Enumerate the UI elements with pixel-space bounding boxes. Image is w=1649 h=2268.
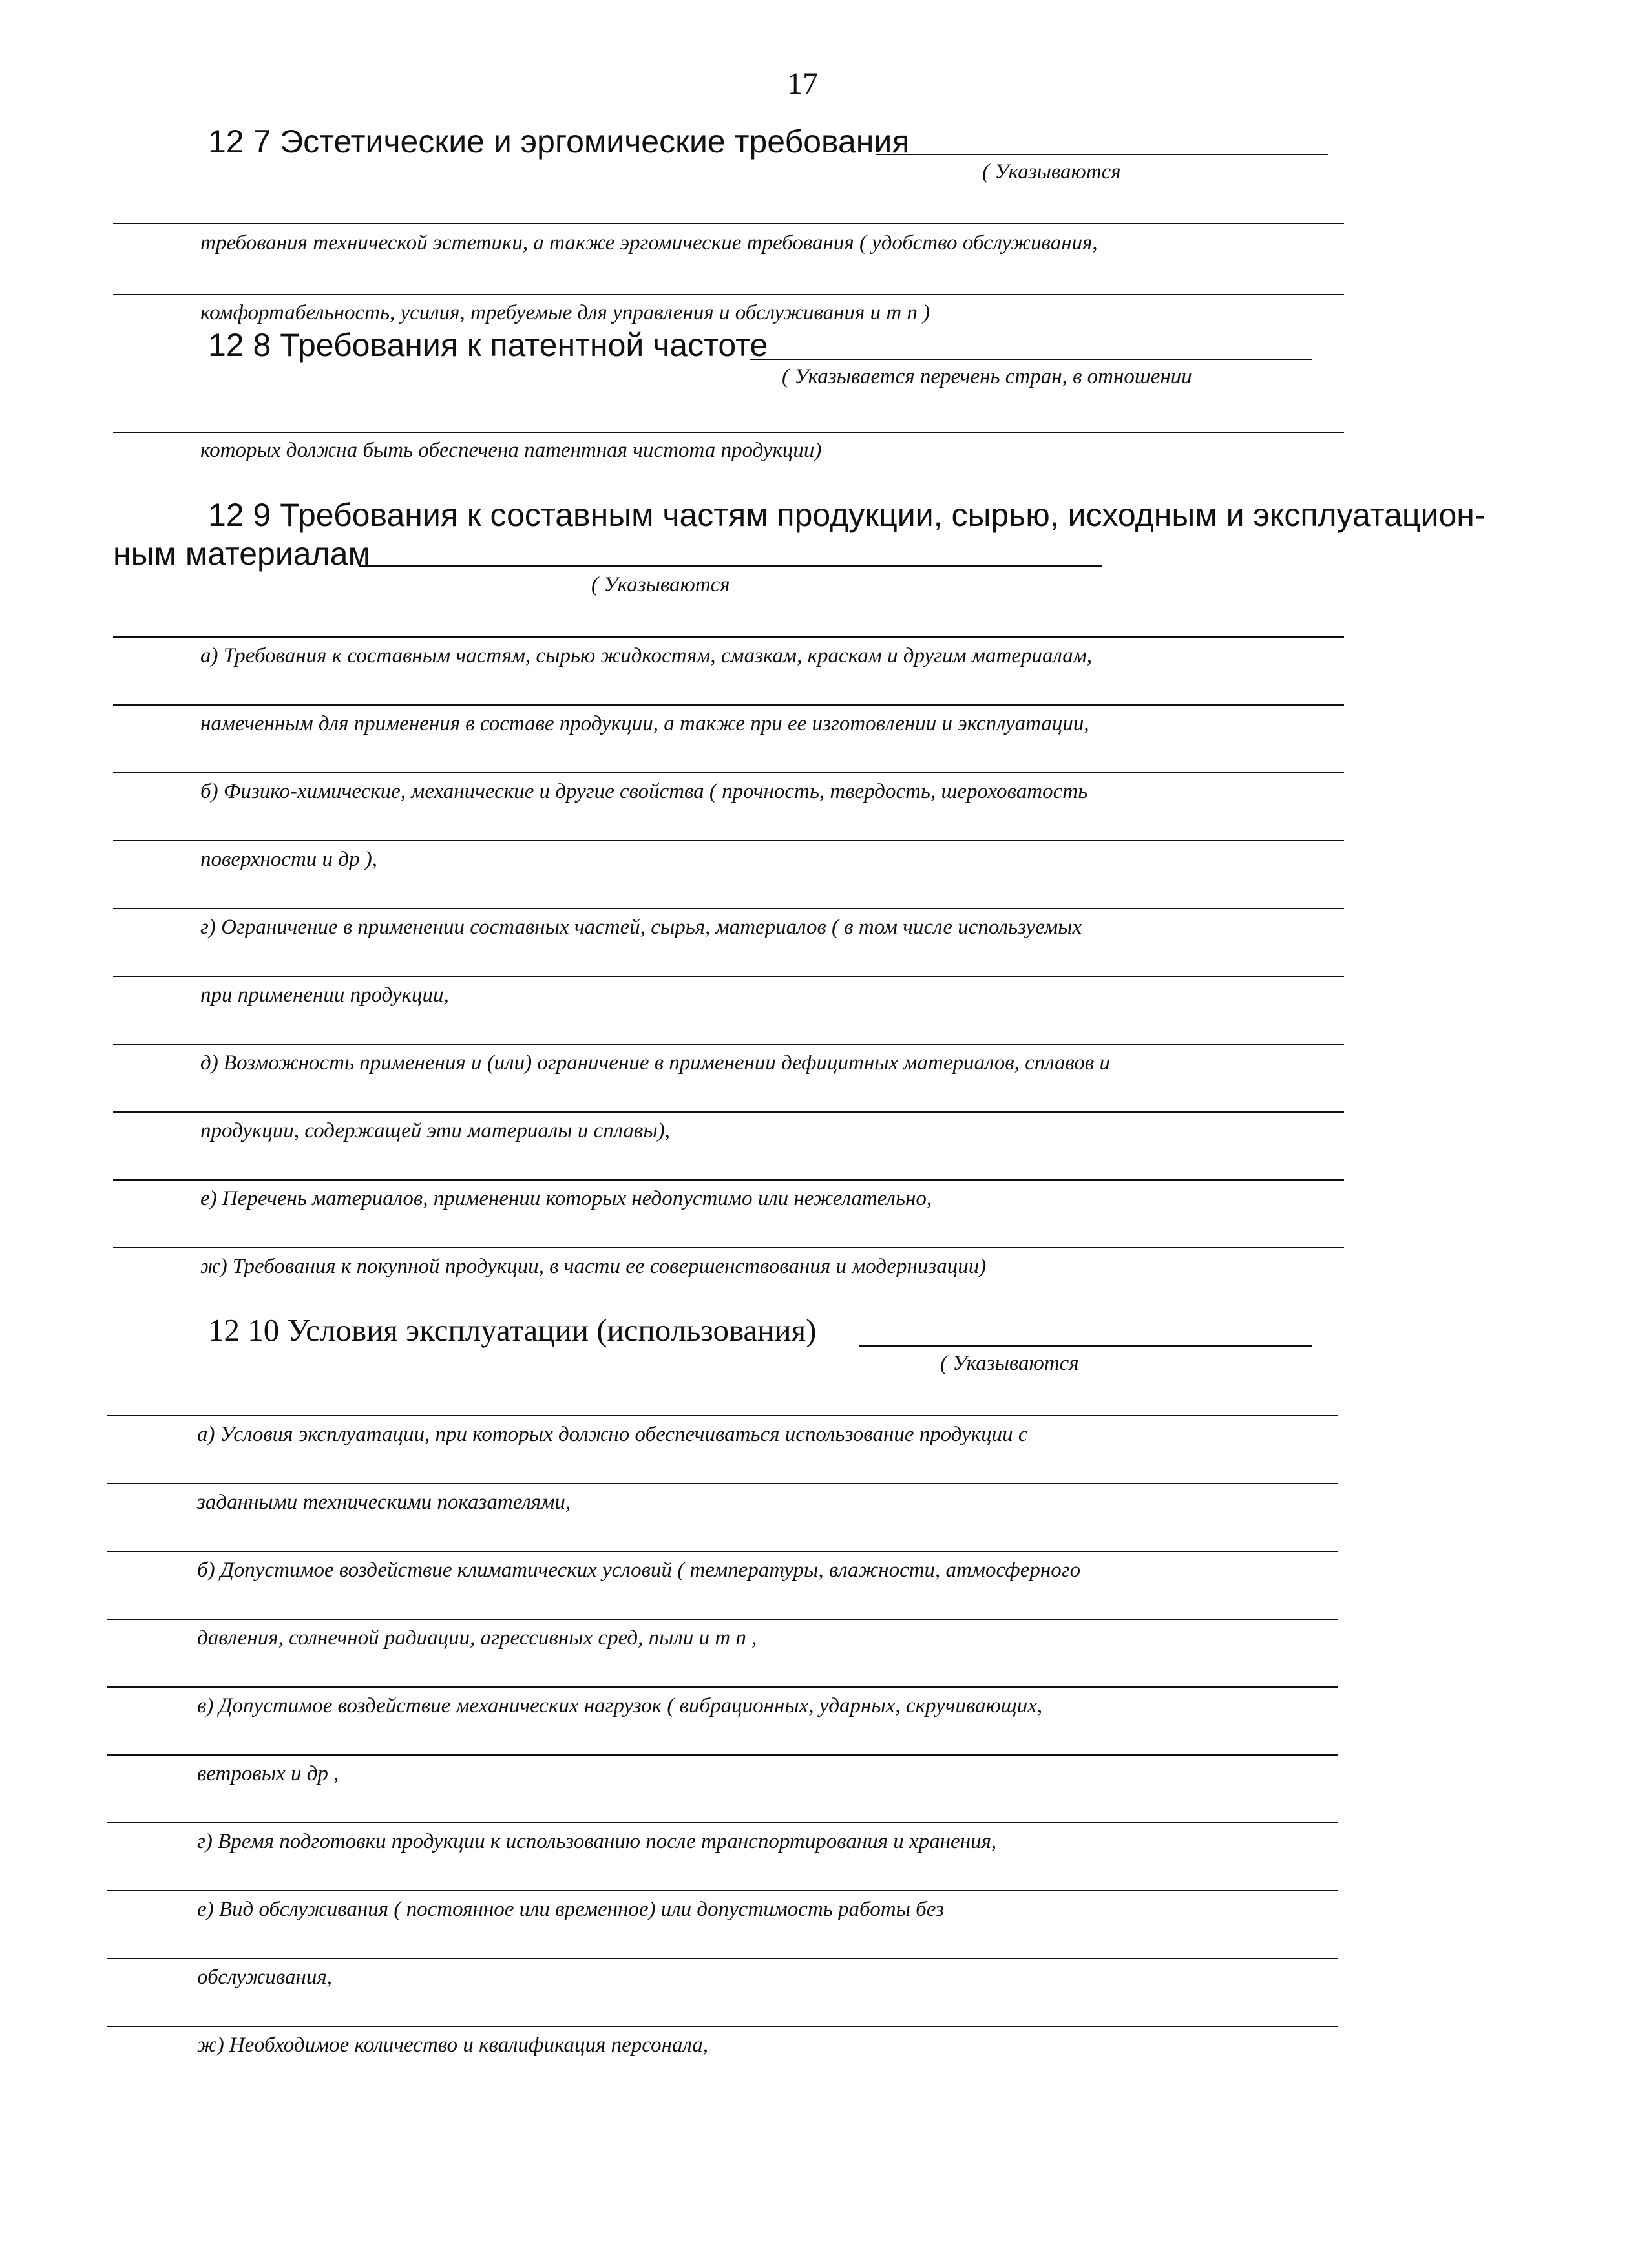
fill-line bbox=[859, 1345, 1312, 1347]
fill-line bbox=[107, 1754, 1338, 1756]
section-12-9-line-b2: поверхности и др ), bbox=[200, 848, 377, 871]
section-12-9-title-line-2: ным материалам bbox=[113, 536, 370, 572]
section-12-7-line-2: комфортабельность, усилия, требуемые для управления и обслуживания и т п ) bbox=[200, 301, 930, 324]
section-12-8-line-1: которых должна быть обеспечена патентная чистота продукции) bbox=[200, 439, 822, 462]
section-12-9-line-g2: при применении продукции, bbox=[200, 983, 449, 1007]
fill-line bbox=[107, 1890, 1338, 1891]
fill-line bbox=[113, 1247, 1344, 1248]
fill-line bbox=[113, 1111, 1344, 1113]
fill-line bbox=[113, 1044, 1344, 1045]
fill-line bbox=[107, 1958, 1338, 1959]
fill-line bbox=[107, 2026, 1338, 2027]
fill-line bbox=[113, 908, 1344, 909]
section-12-10-line-v2: ветровых и др , bbox=[197, 1762, 339, 1785]
section-12-10-line-g: г) Время подготовки продукции к использованию после транспортирования и хранения, bbox=[197, 1830, 997, 1853]
section-12-7-title: 12 7 Эстетические и эргомические требования bbox=[208, 123, 910, 160]
fill-line bbox=[876, 154, 1328, 155]
fill-line bbox=[113, 704, 1344, 706]
fill-line bbox=[113, 432, 1344, 433]
fill-line bbox=[113, 840, 1344, 841]
section-12-9-hint: ( Указываются bbox=[591, 573, 730, 596]
section-12-9-line-e: е) Перечень материалов, применении которых недопустимо или нежелательно, bbox=[200, 1187, 932, 1210]
section-12-9-line-zh: ж) Требования к покупной продукции, в части ее совершенствования и модернизации) bbox=[200, 1255, 987, 1278]
section-12-9-title-line-1: 12 9 Требования к составным частям продукции, сырью, исходным и эксплуатацион- bbox=[208, 497, 1486, 533]
section-12-10-line-a2: заданными техническими показателями, bbox=[197, 1491, 571, 1514]
fill-line bbox=[107, 1619, 1338, 1620]
fill-line bbox=[113, 1179, 1344, 1181]
fill-line bbox=[107, 1822, 1338, 1823]
section-12-10-line-b2: давления, солнечной радиации, агрессивных сред, пыли и т п , bbox=[197, 1626, 757, 1650]
section-12-7-line-1: требования технической эстетики, а также эргомические требования ( удобство обслуживания, bbox=[200, 231, 1098, 255]
fill-line bbox=[113, 636, 1344, 638]
section-12-10-title: 12 10 Условия эксплуатации (использования) bbox=[208, 1312, 817, 1348]
section-12-8-hint: ( Указывается перечень стран, в отношении bbox=[782, 365, 1192, 388]
section-12-8-title: 12 8 Требования к патентной частоте bbox=[208, 327, 768, 363]
section-12-10-line-b: б) Допустимое воздействие климатических условий ( температуры, влажности, атмосферного bbox=[197, 1559, 1081, 1582]
section-12-7-hint: ( Указываются bbox=[982, 160, 1121, 184]
fill-line bbox=[359, 565, 1102, 567]
fill-line bbox=[107, 1415, 1338, 1416]
section-12-9-line-d2: продукции, содержащей эти материалы и сплавы), bbox=[200, 1119, 670, 1142]
page-number: 17 bbox=[787, 67, 818, 101]
section-12-10-line-v: в) Допустимое воздействие механических нагрузок ( вибрационных, ударных, скручивающих, bbox=[197, 1694, 1043, 1717]
section-12-9-line-d: д) Возможность применения и (или) ограничение в применении дефицитных материалов, сплавов и bbox=[200, 1051, 1110, 1075]
section-12-9-line-g: г) Ограничение в применении составных частей, сырья, материалов ( в том числе используемых bbox=[200, 916, 1082, 939]
fill-line bbox=[107, 1686, 1338, 1688]
section-12-10-hint: ( Указываются bbox=[940, 1352, 1079, 1375]
fill-line bbox=[113, 772, 1344, 773]
section-12-9-line-a2: намеченным для применения в составе продукции, а также при ее изготовлении и эксплуатации, bbox=[200, 712, 1089, 735]
section-12-10-line-e2: обслуживания, bbox=[197, 1966, 332, 1989]
section-12-10-line-a: а) Условия эксплуатации, при которых должно обеспечиваться использование продукции с bbox=[197, 1423, 1028, 1446]
fill-line bbox=[113, 976, 1344, 977]
section-12-9-line-b: б) Физико-химические, механические и другие свойства ( прочность, твердость, шероховатость bbox=[200, 780, 1088, 803]
fill-line bbox=[750, 359, 1312, 360]
fill-line bbox=[113, 223, 1344, 224]
section-12-10-line-e: е) Вид обслуживания ( постоянное или временное) или допустимость работы без bbox=[197, 1898, 944, 1921]
fill-line bbox=[107, 1483, 1338, 1484]
fill-line bbox=[107, 1551, 1338, 1552]
section-12-10-line-zh: ж) Необходимое количество и квалификация персонала, bbox=[197, 2033, 709, 2057]
fill-line bbox=[113, 294, 1344, 295]
section-12-9-line-a: а) Требования к составным частям, сырью жидкостям, смазкам, краскам и другим материалам, bbox=[200, 644, 1093, 667]
